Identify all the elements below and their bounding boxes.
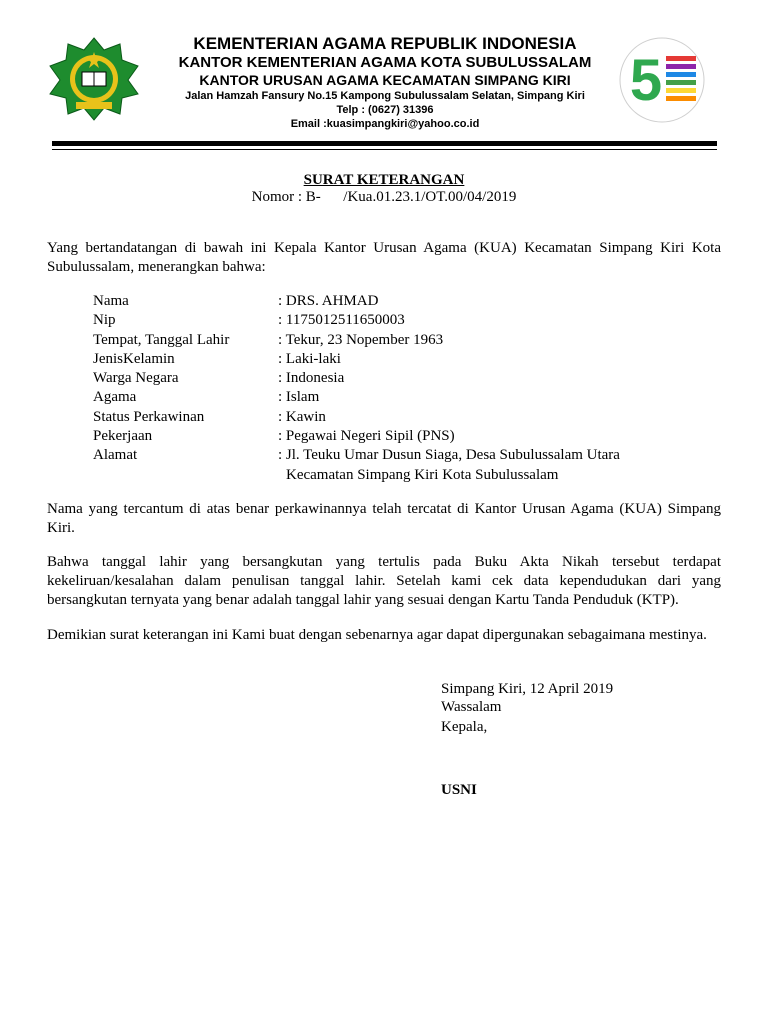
letter-title: SURAT KETERANGAN [303,172,465,188]
closing-salutation: Wassalam [441,699,502,715]
signer-name: USNI [441,782,477,798]
header-ministry: KEMENTERIAN AGAMA REPUBLIK INDONESIA [193,34,577,53]
field-value: : 1175012511650003 [278,312,405,329]
logo-number: 5 [629,48,663,113]
field-value: : Jl. Teuku Umar Dusun Siaga, Desa Subulussalam Utara [278,447,620,464]
signer-position: Kepala, [441,719,488,735]
header-address: Jalan Hamzah Fansury No.15 Kampong Subulussalam Selatan, Simpang Kiri [185,90,585,102]
address-continuation: Kecamatan Simpang Kiri Kota Subulussalam [286,466,559,483]
field-value: : Indonesia [278,370,345,387]
header-phone: Telp : (0627) 31396 [336,104,434,116]
header-office-city: KANTOR KEMENTERIAN AGAMA KOTA SUBULUSSALAM [178,54,592,71]
letterhead [0,34,768,144]
letter-number: Nomor : B- /Kua.01.23.1/OT.00/04/2019 [251,189,517,205]
intro-paragraph: Yang bertandatangan di bawah ini Kepala Kantor Urusan Agama (KUA) Kecamatan Simpang Kiri Kota Subulussalam, menerangkan bahwa: [47,240,721,275]
field-value: : Pegawai Negeri Sipil (PNS) [278,428,455,445]
field-value: : Tekur, 23 Nopember 1963 [278,331,444,348]
field-label: Tempat, Tanggal Lahir [93,331,230,348]
paragraph-closing: Demikian surat keterangan ini Kami buat dengan sebenarnya agar dapat dipergunakan sebagaimana mestinya. [47,627,707,643]
field-label: Warga Negara [93,370,179,387]
field-label: Alamat [93,447,138,464]
field-label: Pekerjaan [93,428,153,445]
kemenag-emblem-icon [48,36,140,122]
field-value: : DRS. AHMAD [278,293,379,309]
field-label: Nama [93,293,129,309]
header-divider-thin [52,149,717,150]
field-label: JenisKelamin [93,350,175,367]
field-value: : Islam [278,389,320,406]
place-date: Simpang Kiri, 12 April 2019 [441,681,614,697]
header-divider-thick [52,141,717,146]
header-email: Email :kuasimpangkiri@yahoo.co.id [290,118,480,130]
field-value: : Kawin [278,408,326,425]
field-label: Status Perkawinan [93,408,205,425]
paragraph-registration: Nama yang tercantum di atas benar perkawinannya telah tercatat di Kantor Urusan Agama (KUA) Simpang Kiri. [47,501,721,536]
header-office-district: KANTOR URUSAN AGAMA KECAMATAN SIMPANG KIRI [199,72,571,88]
field-value: : Laki-laki [278,350,341,367]
field-label: Agama [93,389,137,406]
five-pillars-kua-logo-icon [616,36,708,124]
paragraph-birthdate-correction: Bahwa tanggal lahir yang bersangkutan yang tertulis pada Buku Akta Nikah tersebut terdapat kekeliruan/kesalahan dalam penulisan tanggal lahir. Setelah kami cek data kependudukan dari yang bersangkutan ternyata yang benar adalah tanggal lahir yang sesuai dengan Kartu Tanda Penduduk (KTP). [47,554,721,608]
field-label: Nip [93,312,116,329]
